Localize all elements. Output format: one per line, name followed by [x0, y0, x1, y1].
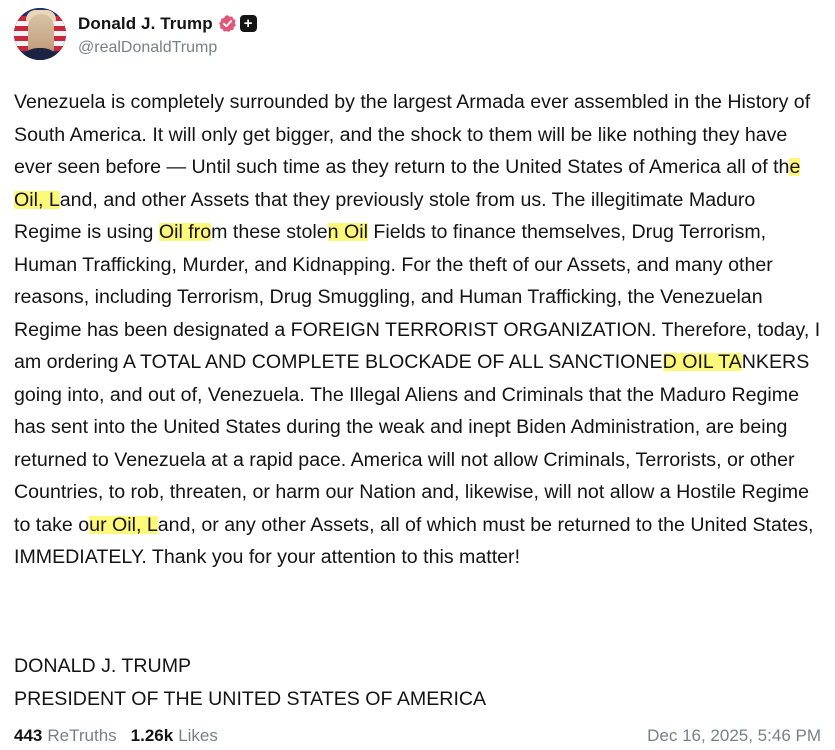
- retruths-label: ReTruths: [47, 726, 117, 745]
- likes-label: Likes: [178, 726, 218, 745]
- highlighted-text: n Oil: [327, 221, 368, 243]
- post-header: [14, 8, 257, 60]
- retruths-stat[interactable]: [14, 726, 117, 746]
- post-timestamp[interactable]: Dec 16, 2025, 5:46 PM: [647, 726, 821, 745]
- post-text-segment: ssets that: [203, 188, 288, 211]
- author-handle[interactable]: @realDonaldTrump: [78, 38, 218, 56]
- highlighted-text: ur Oil, L: [89, 513, 158, 536]
- post-text-segment: they previously stole from us. The illegitimate Maduro Regime is using: [14, 188, 756, 243]
- post-paragraph: [14, 86, 826, 574]
- signature-name: DONALD J. TRUMP: [14, 655, 192, 677]
- verified-badge-icon: [218, 14, 237, 33]
- post-footer: [14, 722, 821, 750]
- post-text-segment: NKERS going into, and out of, Venezuela. The Illegal Aliens and Criminals that the Maduro Regime has sent into the United States during the weak and inept Biden Administration, are being returned to Venezuela at a rapid pace. America will not allow Criminals, Terrorists, or other Countries, to rob, threaten, or harm our Nation and, likewise, will not allow a Hostile Regime to take o: [14, 351, 810, 536]
- retruths-count: 443: [14, 726, 43, 745]
- post-text-segment: and, and other A: [59, 188, 204, 211]
- author-identity: [78, 12, 257, 57]
- highlighted-text: Oil fro: [158, 221, 212, 243]
- likes-stat[interactable]: [131, 726, 218, 746]
- post-text-segment: Fields to finance themselves, Drug Terrorism, Human Trafficking, Murder, and Kidnapping. For the theft of our Assets, and many other reasons, including Terrorism, Drug Smuggling, and Human Trafficking, the Venezuelan Regime has been designated a FOREIGN TERRORIST ORGANIZATION. Therefore, today, I am ordering A TOTAL AND COMPLETE BLOCKADE OF ALL SANCTIONE: [14, 221, 821, 373]
- post-text-segment: and, or any other Assets, all of which must be returned to the United States, IMMEDIATELY. Thank you for your attention to this matter!: [14, 513, 814, 568]
- likes-count: 1.26k: [130, 726, 174, 745]
- signature: [14, 650, 486, 715]
- author-name[interactable]: Donald J. Trump: [78, 13, 213, 33]
- post-text: [14, 86, 826, 574]
- highlighted-text: e Oil, L: [14, 156, 801, 211]
- highlighted-text: D OIL TA: [662, 351, 742, 373]
- avatar[interactable]: [14, 8, 66, 60]
- plus-badge-icon: +: [240, 15, 257, 32]
- signature-title: PRESIDENT OF THE UNITED STATES OF AMERICA: [14, 687, 487, 710]
- post-text-segment: Venezuela is completely surrounded by the largest Armada ever assembled in the History of South America. It will only get bigger, and the shock to them will be like nothing they have ever seen before — Until such time as they return to the United States of America all of th: [14, 91, 811, 178]
- post-text-segment: m these stole: [211, 221, 328, 243]
